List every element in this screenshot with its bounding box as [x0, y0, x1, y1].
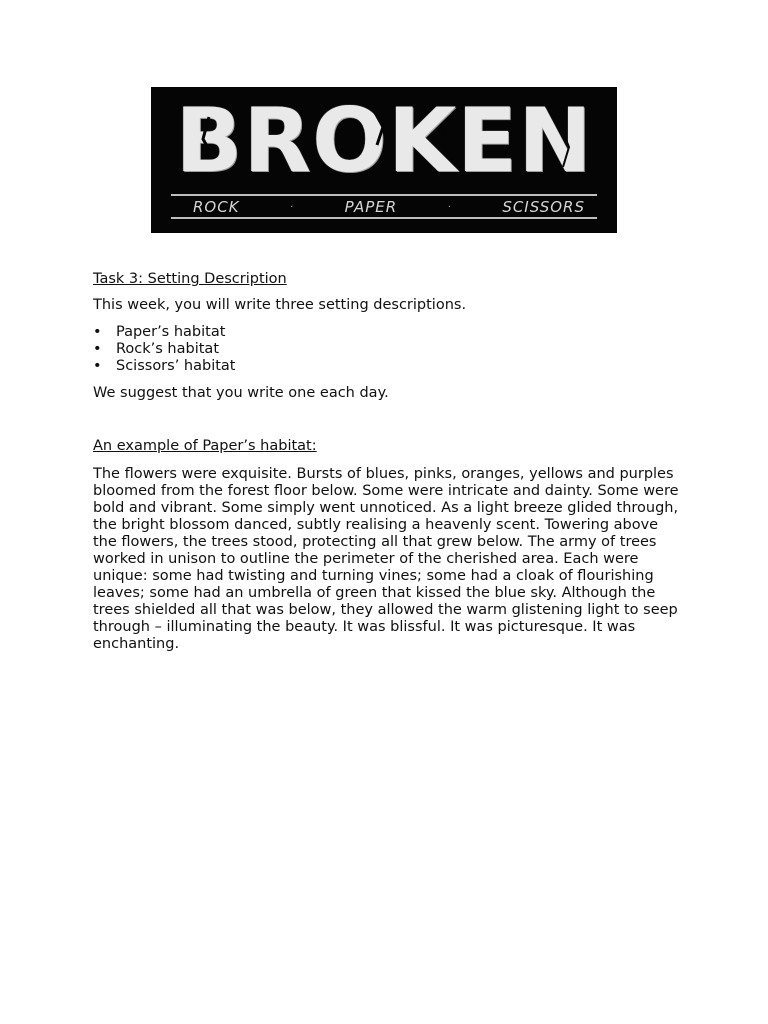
habitat-list [93, 324, 235, 375]
banner-rule-top [171, 194, 597, 196]
list-item: • Scissors’ habitat [93, 358, 235, 375]
banner-separator: · [290, 201, 295, 213]
banner-subtitle-paper: PAPER [344, 198, 398, 216]
example-paragraph: The flowers were exquisite. Bursts of blues, pinks, oranges, yellows and purples bloomed from the forest floor below. Some were intricate and dainty. Some were bold and vibrant. Some simply went unnoticed. As a light breeze glided through, the bright blossom danced, subtly realising a heavenly scent. Towering above the flowers, the trees stood, protecting all that grew below. The army of trees worked in unison to outline the perimeter of the cherished area. Each were unique: some had twisting and turning vines; some had a cloak of flourishing leaves; some had an umbrella of green that kissed the blue sky. Although the trees shielded all that was below, they allowed the warm glistening light to seep through – illuminating the beauty. It was blissful. It was picturesque. It was enchanting. [93, 466, 679, 652]
task-heading: Task 3: Setting Description [93, 271, 287, 287]
banner-title: BROKEN [175, 89, 593, 192]
banner-subtitle-rock: ROCK [193, 198, 240, 216]
task-suggestion: We suggest that you write one each day. [93, 385, 389, 401]
banner-rule-bottom [171, 217, 597, 219]
banner-subtitle [151, 197, 617, 217]
broken-banner-logo [151, 87, 617, 233]
example-heading: An example of Paper’s habitat: [93, 438, 317, 454]
list-item: • Paper’s habitat [93, 324, 235, 341]
list-item: • Rock’s habitat [93, 341, 235, 358]
banner-subtitle-scissors: SCISSORS [502, 198, 585, 216]
banner-separator: · [447, 201, 452, 213]
crack-texture-decoration [151, 87, 617, 192]
task-intro: This week, you will write three setting descriptions. [93, 297, 467, 313]
